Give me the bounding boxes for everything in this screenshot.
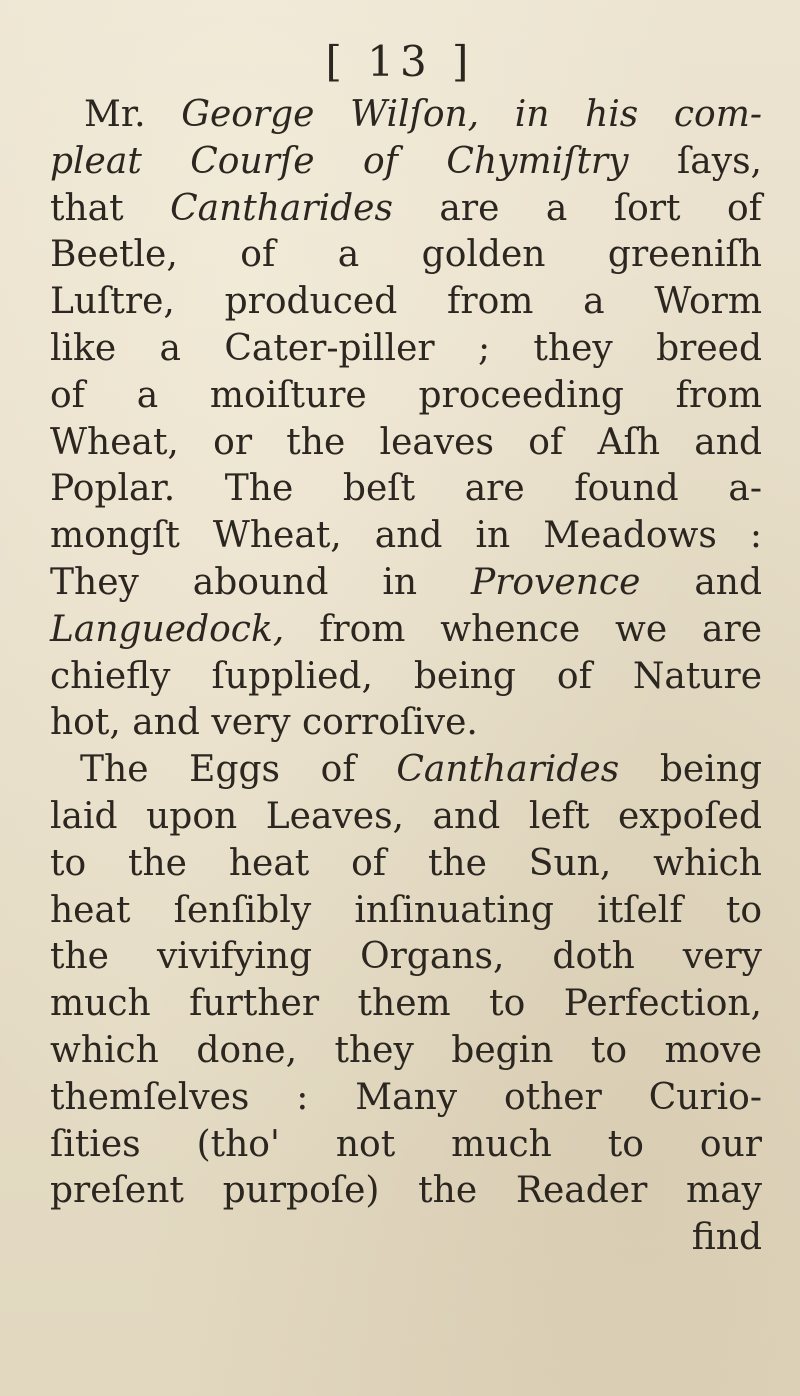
text-line — [50, 560, 762, 607]
text-segment: George Wilſon, — [181, 94, 480, 135]
text-line — [50, 1122, 762, 1169]
text-segment: which done, they begin to move — [50, 1029, 762, 1071]
text-line — [50, 420, 762, 467]
body-text — [50, 92, 762, 1262]
text-segment: hot, and very corroſive. — [50, 702, 478, 744]
text-segment: that — [50, 187, 171, 229]
text-line — [50, 232, 762, 279]
text-segment: Provence — [470, 561, 641, 603]
text-line — [50, 747, 762, 794]
text-line — [50, 279, 762, 326]
text-segment: being — [619, 749, 762, 791]
text-line — [50, 326, 762, 373]
text-segment: mongſt Wheat, and in Meadows : — [50, 515, 762, 557]
text-segment: Wheat, or the leaves of Aſh and — [50, 421, 762, 463]
text-line — [50, 607, 762, 654]
text-line — [50, 92, 762, 139]
text-segment: of a moiſture proceeding from — [50, 374, 762, 416]
text-line — [50, 139, 762, 186]
text-line — [50, 654, 762, 701]
text-line — [50, 513, 762, 560]
text-segment: Luſtre, produced from a Worm — [50, 281, 762, 323]
text-line — [50, 794, 762, 841]
text-line — [50, 700, 762, 747]
text-segment: chiefly ſupplied, being of Nature — [50, 655, 762, 697]
text-segment: the vivifying Organs, doth very — [50, 936, 762, 978]
text-segment: Mr. — [84, 94, 182, 135]
text-segment: from whence we are — [284, 608, 762, 650]
text-segment: heat ſenſibly inſinuating itſelf to — [50, 889, 762, 931]
text-line — [50, 1028, 762, 1075]
text-segment: Cantharides — [396, 749, 620, 791]
text-segment: Beetle, of a golden greeniſh — [50, 234, 762, 276]
text-segment: Poplar. The beſt are found a- — [50, 468, 762, 510]
text-segment: in his com- — [514, 94, 762, 135]
text-line — [50, 466, 762, 513]
text-segment: Languedock, — [50, 608, 285, 650]
text-line — [50, 934, 762, 981]
text-segment: to the heat of the Sun, which — [50, 842, 762, 884]
text-line — [50, 981, 762, 1028]
text-line — [50, 186, 762, 233]
text-segment: pleat Courſe of Chymiſtry — [50, 140, 629, 182]
text-segment: laid upon Leaves, and left expoſed — [50, 795, 762, 837]
text-line — [50, 841, 762, 888]
text-line — [50, 888, 762, 935]
text-segment: ſities (tho' not much to our — [50, 1123, 762, 1165]
text-segment: themſelves : Many other Curio- — [50, 1076, 762, 1118]
text-segment: preſent purpoſe) the Reader may — [50, 1170, 762, 1212]
catchword: find — [691, 1217, 762, 1259]
text-segment: like a Cater-piller ; they breed — [50, 327, 762, 369]
text-line — [50, 1168, 762, 1215]
text-segment: They abound in — [50, 561, 471, 603]
text-line — [50, 1075, 762, 1122]
text-segment: The Eggs of — [80, 749, 397, 791]
text-segment: and — [640, 561, 763, 603]
text-line — [50, 373, 762, 420]
text-segment: are a ſort of — [392, 187, 762, 229]
text-segment: much further them to Perfection, — [50, 983, 762, 1025]
text-segment: ſays, — [628, 140, 762, 182]
text-segment — [479, 94, 515, 135]
page-number: [ 13 ] — [325, 37, 475, 86]
text-segment: Cantharides — [170, 187, 393, 229]
